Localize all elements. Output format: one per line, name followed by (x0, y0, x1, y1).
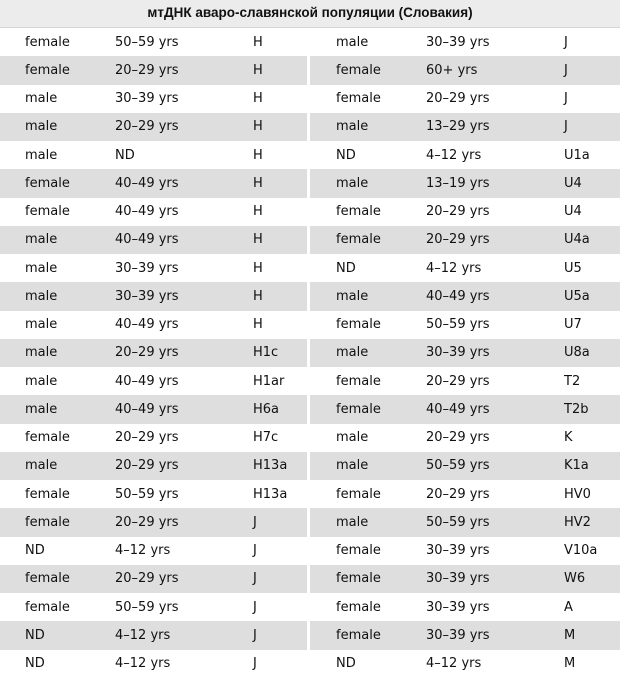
table-row (310, 339, 620, 367)
sex-cell: male (336, 288, 369, 304)
sex-cell: female (25, 430, 70, 446)
sex-cell: male (25, 373, 58, 389)
table-row (0, 28, 307, 56)
age-cell: 20–29 yrs (426, 204, 490, 220)
age-cell: 20–29 yrs (115, 345, 179, 361)
age-cell: 4–12 yrs (115, 543, 171, 559)
haplogroup-cell: HV0 (564, 486, 591, 502)
sex-cell: female (336, 62, 381, 78)
haplogroup-cell: A (564, 599, 573, 615)
haplogroup-cell: J (253, 627, 257, 643)
haplogroup-cell: K (564, 430, 573, 446)
table-row (0, 452, 307, 480)
table-row (0, 56, 307, 84)
table-row (310, 254, 620, 282)
table-row (310, 508, 620, 536)
table-row (310, 452, 620, 480)
sex-cell: female (336, 599, 381, 615)
sex-cell: male (336, 119, 369, 135)
table-row (0, 565, 307, 593)
age-cell: 50–59 yrs (426, 514, 490, 530)
sex-cell: male (336, 514, 369, 530)
table-row (310, 537, 620, 565)
table-row (0, 367, 307, 395)
haplogroup-cell: J (253, 571, 257, 587)
age-cell: 40–49 yrs (115, 373, 179, 389)
haplogroup-cell: H (253, 91, 263, 107)
table-row (0, 85, 307, 113)
age-cell: 4–12 yrs (426, 147, 482, 163)
age-cell: 30–39 yrs (426, 571, 490, 587)
haplogroup-cell: J (564, 34, 568, 50)
haplogroup-cell: U4a (564, 232, 590, 248)
haplogroup-cell: H (253, 260, 263, 276)
table-row (0, 311, 307, 339)
haplogroup-cell: H (253, 175, 263, 191)
haplogroup-cell: H (253, 62, 263, 78)
table-row (310, 85, 620, 113)
table-row (0, 198, 307, 226)
haplogroup-cell: U5 (564, 260, 582, 276)
haplogroup-cell: M (564, 627, 576, 643)
age-cell: 40–49 yrs (115, 401, 179, 417)
haplogroup-cell: U5a (564, 288, 590, 304)
age-cell: ND (115, 147, 135, 163)
haplogroup-cell: U4 (564, 175, 582, 191)
haplogroup-cell: H (253, 34, 263, 50)
sex-cell: male (25, 288, 58, 304)
table-row (310, 480, 620, 508)
sex-cell: male (25, 401, 58, 417)
table-title: мтДНК аваро-славянской популяции (Словакия) (0, 0, 620, 28)
age-cell: 4–12 yrs (426, 260, 482, 276)
table-row (0, 282, 307, 310)
haplogroup-cell: J (253, 514, 257, 530)
sex-cell: female (336, 401, 381, 417)
age-cell: 30–39 yrs (426, 345, 490, 361)
age-cell: 20–29 yrs (426, 232, 490, 248)
haplogroup-cell: K1a (564, 458, 589, 474)
table-row (0, 508, 307, 536)
sex-cell: ND (336, 147, 356, 163)
sex-cell: ND (336, 656, 356, 672)
age-cell: 60+ yrs (426, 62, 478, 78)
sex-cell: male (336, 34, 369, 50)
haplogroup-cell: H (253, 204, 263, 220)
sex-cell: male (336, 430, 369, 446)
table-row (0, 226, 307, 254)
sex-cell: female (336, 91, 381, 107)
haplogroup-cell: H6a (253, 401, 280, 417)
mtdna-table (0, 28, 620, 678)
table-row (310, 113, 620, 141)
table-row (0, 141, 307, 169)
sex-cell: female (336, 204, 381, 220)
age-cell: 30–39 yrs (115, 260, 179, 276)
age-cell: 40–49 yrs (426, 401, 490, 417)
sex-cell: male (25, 317, 58, 333)
age-cell: 20–29 yrs (115, 514, 179, 530)
sex-cell: male (25, 260, 58, 276)
haplogroup-cell: U8a (564, 345, 590, 361)
age-cell: 30–39 yrs (426, 627, 490, 643)
haplogroup-cell: H1c (253, 345, 279, 361)
age-cell: 50–59 yrs (115, 34, 179, 50)
age-cell: 40–49 yrs (115, 317, 179, 333)
sex-cell: female (336, 317, 381, 333)
haplogroup-cell: J (564, 119, 568, 135)
haplogroup-cell: U7 (564, 317, 582, 333)
haplogroup-cell: M (564, 656, 576, 672)
table-row (310, 198, 620, 226)
age-cell: 20–29 yrs (115, 62, 179, 78)
table-row (0, 621, 307, 649)
sex-cell: male (25, 119, 58, 135)
table-row (310, 311, 620, 339)
age-cell: 20–29 yrs (115, 430, 179, 446)
haplogroup-cell: J (253, 656, 257, 672)
age-cell: 4–12 yrs (115, 627, 171, 643)
haplogroup-cell: W6 (564, 571, 586, 587)
table-row (0, 537, 307, 565)
age-cell: 50–59 yrs (426, 458, 490, 474)
haplogroup-cell: V10a (564, 543, 598, 559)
age-cell: 20–29 yrs (426, 430, 490, 446)
age-cell: 30–39 yrs (426, 543, 490, 559)
haplogroup-cell: H (253, 147, 263, 163)
sex-cell: ND (336, 260, 356, 276)
table-row (0, 593, 307, 621)
table-row (310, 565, 620, 593)
age-cell: 20–29 yrs (426, 486, 490, 502)
sex-cell: ND (25, 627, 45, 643)
table-row (0, 113, 307, 141)
sex-cell: female (25, 486, 70, 502)
age-cell: 13–19 yrs (426, 175, 490, 191)
sex-cell: male (336, 175, 369, 191)
sex-cell: male (336, 345, 369, 361)
haplogroup-cell: H7c (253, 430, 279, 446)
age-cell: 4–12 yrs (115, 656, 171, 672)
sex-cell: female (336, 627, 381, 643)
table-row (310, 226, 620, 254)
age-cell: 20–29 yrs (426, 91, 490, 107)
table-row (310, 141, 620, 169)
table-row (310, 282, 620, 310)
haplogroup-cell: U4 (564, 204, 582, 220)
haplogroup-cell: T2b (564, 401, 589, 417)
sex-cell: female (25, 175, 70, 191)
table-row (310, 395, 620, 423)
sex-cell: male (25, 345, 58, 361)
sex-cell: female (336, 373, 381, 389)
sex-cell: female (25, 571, 70, 587)
haplogroup-cell: H13a (253, 458, 288, 474)
age-cell: 4–12 yrs (426, 656, 482, 672)
table-row (310, 169, 620, 197)
haplogroup-cell: T2 (564, 373, 581, 389)
table-column-right (310, 28, 620, 678)
table-row (0, 395, 307, 423)
age-cell: 30–39 yrs (115, 288, 179, 304)
haplogroup-cell: HV2 (564, 514, 591, 530)
sex-cell: female (25, 204, 70, 220)
table-row (310, 367, 620, 395)
sex-cell: male (25, 458, 58, 474)
age-cell: 20–29 yrs (115, 119, 179, 135)
sex-cell: male (25, 147, 58, 163)
age-cell: 20–29 yrs (115, 571, 179, 587)
haplogroup-cell: U1a (564, 147, 590, 163)
sex-cell: female (336, 571, 381, 587)
age-cell: 30–39 yrs (426, 599, 490, 615)
age-cell: 50–59 yrs (115, 599, 179, 615)
table-column-left (0, 28, 310, 678)
sex-cell: female (336, 486, 381, 502)
haplogroup-cell: J (564, 91, 568, 107)
haplogroup-cell: H (253, 288, 263, 304)
sex-cell: ND (25, 543, 45, 559)
age-cell: 13–29 yrs (426, 119, 490, 135)
sex-cell: female (336, 232, 381, 248)
table-row (0, 169, 307, 197)
table-row (310, 28, 620, 56)
haplogroup-cell: H1ar (253, 373, 285, 389)
haplogroup-cell: J (253, 543, 257, 559)
table-row (0, 480, 307, 508)
table-row (310, 424, 620, 452)
age-cell: 20–29 yrs (426, 373, 490, 389)
haplogroup-cell: J (253, 599, 257, 615)
table-row (0, 650, 307, 678)
sex-cell: female (25, 34, 70, 50)
age-cell: 40–49 yrs (115, 175, 179, 191)
age-cell: 40–49 yrs (115, 204, 179, 220)
haplogroup-cell: H (253, 232, 263, 248)
sex-cell: ND (25, 656, 45, 672)
haplogroup-cell: H (253, 119, 263, 135)
table-row (310, 593, 620, 621)
haplogroup-cell: H13a (253, 486, 288, 502)
age-cell: 40–49 yrs (115, 232, 179, 248)
table-row (0, 339, 307, 367)
sex-cell: female (336, 543, 381, 559)
sex-cell: female (25, 62, 70, 78)
haplogroup-cell: H (253, 317, 263, 333)
haplogroup-cell: J (564, 62, 568, 78)
age-cell: 40–49 yrs (426, 288, 490, 304)
age-cell: 30–39 yrs (426, 34, 490, 50)
table-row (310, 56, 620, 84)
table-row (310, 621, 620, 649)
age-cell: 30–39 yrs (115, 91, 179, 107)
sex-cell: male (25, 232, 58, 248)
sex-cell: female (25, 514, 70, 530)
sex-cell: male (336, 458, 369, 474)
table-row (0, 424, 307, 452)
table-row (0, 254, 307, 282)
table-row (310, 650, 620, 678)
age-cell: 20–29 yrs (115, 458, 179, 474)
age-cell: 50–59 yrs (426, 317, 490, 333)
sex-cell: male (25, 91, 58, 107)
sex-cell: female (25, 599, 70, 615)
age-cell: 50–59 yrs (115, 486, 179, 502)
